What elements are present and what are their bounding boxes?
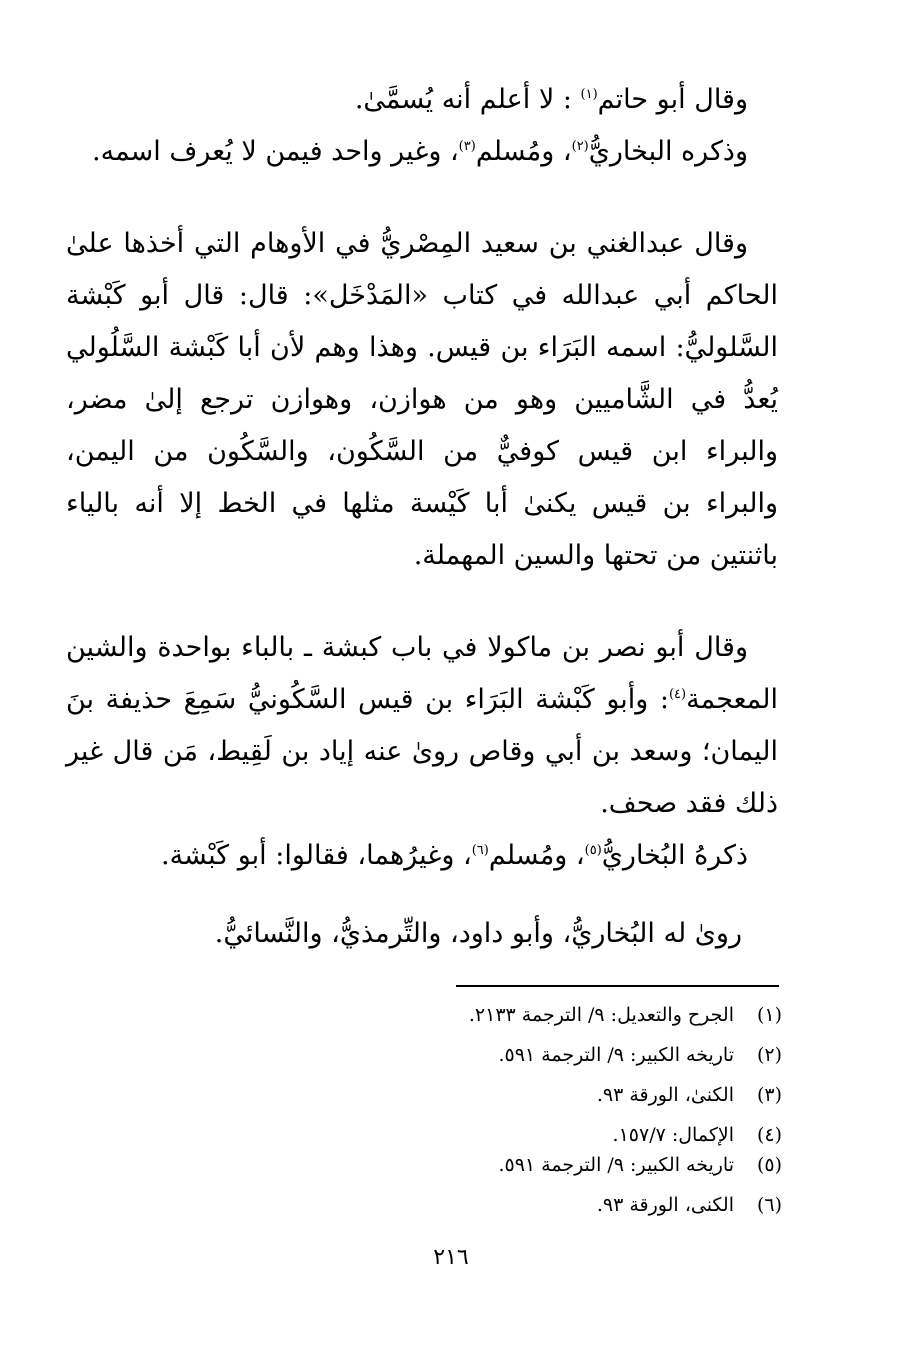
paragraph-abdulghani: [66, 218, 778, 582]
paragraph-text: وذكره البخاريُّ: [588, 136, 748, 167]
paragraph-bukhari-muslim: [66, 126, 778, 178]
footnote-item: [300, 1154, 782, 1194]
footnote-number: (٦): [756, 1194, 782, 1216]
footnote-ref[interactable]: (٢): [571, 139, 589, 154]
footnote-ref[interactable]: (٣): [458, 139, 476, 154]
footnotes: [300, 1004, 782, 1234]
paragraph-text: ، وغيرُهما، فقالوا: أبو كَبْشة.: [160, 840, 472, 871]
footnote-text: الكنى، الورقة ٩٣.: [596, 1194, 734, 1216]
paragraph-text: : وأبو كَبْشة البَرَاء بن قيس السَّكُونيُّ سَمِعَ حذيفة بنَ اليمان؛ وسعد بن أبي وقاص روىٰ عنه إياد بن لَقِيط، مَن قال غير ذلك فقد صحف.: [66, 684, 778, 819]
footnote-ref[interactable]: (٦): [471, 843, 489, 858]
footnote-separator: [456, 985, 779, 987]
paragraph-rawa-lahu: [66, 908, 778, 960]
page-number: ٢١٦: [433, 1245, 469, 1270]
footnote-text: الكنىٰ، الورقة ٩٣.: [596, 1084, 734, 1106]
paragraph-text: وقال عبدالغني بن سعيد المِصْريُّ في الأوهام التي أخذها علىٰ الحاكم أبي عبدالله في كتاب «المَدْخَل»: قال: قال أبو كَبْشة السَّلوليُّ: اسمه البَرَاء بن قيس. وهذا وهم لأن أبا كَبْشة السَّلُولي يُعدُّ في الشَّاميين وهو من هوازن، وهوازن ترجع إلىٰ مضر، والبراء ابن قيس كوفيٌّ من السَّكُون، والسَّكُون من اليمن، والبراء بن قيس يكنىٰ أبا كَيْسة مثلها في الخط إلا أنه بالياء باثنتين من تحتها والسين المهملة.: [66, 228, 778, 571]
paragraph-ibn-makula: [66, 622, 778, 830]
paragraph-text: ذكرهُ البُخاريُّ: [601, 840, 748, 871]
paragraph-abu-hatim: [66, 74, 778, 126]
paragraph-text: ، ومُسلم: [488, 840, 585, 871]
footnote-text: الجرح والتعديل: ٩/ الترجمة ٢١٣٣.: [468, 1004, 734, 1026]
footnote-item: [300, 1194, 782, 1234]
paragraph-text: وقال أبو حاتم: [597, 84, 748, 115]
paragraph-text: ، وغير واحد فيمن لا يُعرف اسمه.: [92, 136, 459, 167]
footnote-number: (٣): [756, 1084, 782, 1106]
paragraph-text: وقال أبو نصر بن ماكولا في باب كبشة ـ بالباء بواحدة والشين المعجمة: [66, 632, 778, 715]
footnote-item: [300, 1044, 782, 1084]
footnote-text: الإكمال: ١٥٧/٧.: [612, 1124, 734, 1146]
paragraph-text: روىٰ له البُخاريُّ، وأبو داود، والتِّرمذيُّ، والنَّسائيُّ.: [214, 918, 742, 949]
footnote-ref[interactable]: (٤): [668, 687, 687, 702]
footnote-number: (٢): [756, 1044, 782, 1066]
footnote-ref[interactable]: (١): [580, 87, 598, 102]
footnote-text: تاريخه الكبير: ٩/ الترجمة ٥٩١.: [498, 1154, 734, 1176]
footnote-item: [300, 1084, 782, 1124]
footnote-item: [300, 1124, 782, 1154]
footnote-item: [300, 1004, 782, 1044]
paragraph-dhakarahu: [66, 830, 778, 882]
footnote-ref[interactable]: (٥): [584, 843, 602, 858]
paragraph-text: : لا أعلم أنه يُسمَّىٰ.: [354, 84, 581, 115]
main-text: [66, 74, 778, 960]
footnote-number: (١): [756, 1004, 782, 1026]
paragraph-text: ، ومُسلم: [475, 136, 572, 167]
footnote-number: (٤): [756, 1124, 782, 1146]
footnote-text: تاريخه الكبير: ٩/ الترجمة ٥٩١.: [498, 1044, 734, 1066]
footnote-number: (٥): [756, 1154, 782, 1176]
